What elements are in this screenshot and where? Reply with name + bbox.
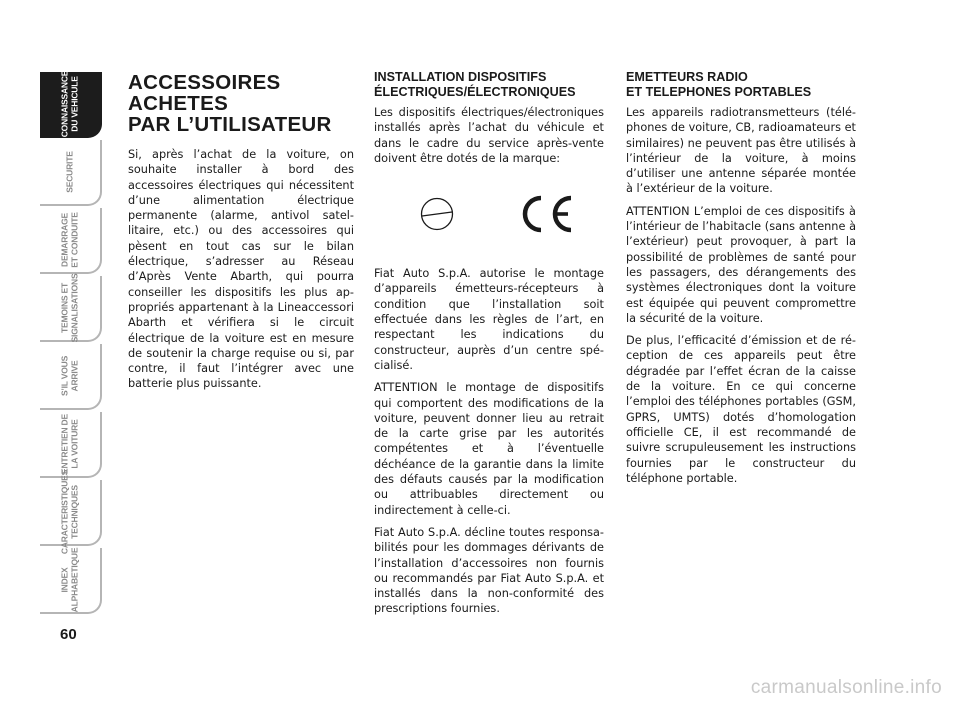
tab-index-alphabetique[interactable] (40, 548, 102, 614)
tab-caracteristiques-techniques[interactable] (40, 469, 102, 555)
paragraph: De plus, l’efficacité d’émission et de réception de ces appareils peut être dégradée par l’effet écran de la caisse de la voiture. En ce qui concerne l’emploi des téléphones portables (GSM, GPRS, UMTS) dotés d’homologation officielle CE, il est recommandé de suivre scrupuleusement les instructions fournies par le constructeur du téléphone portable. (626, 334, 856, 485)
section-title-installation (374, 70, 604, 99)
conformity-marks-svg (374, 174, 604, 252)
paragraph: Les appareils radiotransmetteurs (téléphones de voiture, CB, radioamateurs et similaires) ne peuvent pas être utilisés à l’intérieur de la voiture, à moins d’utiliser une antenne séparée montée à l’extérieur de la voiture. (626, 106, 856, 196)
title-line: INSTALLATION DISPOSITIFS (374, 70, 547, 84)
watermark: carmanualsonline.info (750, 677, 942, 698)
column-installation (374, 70, 604, 624)
paragraph: Si, après l’achat de la voiture, on souhaite installer à bord des accessoires électriques qui nécessitent d’une alimentation électrique permanente (alarme, antivol satellitaire, etc.) ou des accessoires qui pèsent en tout cas sur le bilan électrique, s’adresser au Réseau d’Après Vente Abarth, qui pourra conseiller les dispositifs les plus appropriés appartenant à la Lineaccessori Abarth et vérifiera si le circuit électrique de la voiture est en mesure de soutenir la charge requise ou si, par contre, il faut l’intégrer avec une batterie plus puissante. (128, 148, 354, 391)
paragraph: Fiat Auto S.p.A. autorise le montage d’appareils émetteurs-récepteurs à condition que l’installation soit effectuée dans les règles de l’art, en respectant les indications du constructeur, auprès d’un centre spécialisé. (374, 267, 604, 372)
tab-label: S’IL VOUS ARRIVE (59, 355, 79, 397)
tab-connaissance-du-vehicule[interactable] (40, 72, 102, 138)
e-mark-icon (422, 199, 453, 230)
tab-sil-vous-arrive[interactable] (40, 344, 102, 410)
title-line: ÉLECTRIQUES/ÉLECTRONIQUES (374, 84, 576, 99)
tab-temoins-et-signalisations[interactable] (40, 273, 102, 343)
tab-label: SECURITE (64, 151, 75, 193)
section-title-accessoires (128, 72, 354, 135)
paragraph: ATTENTION le montage de dispositifs qui comportent des modifications de la voiture, peuvent donner lieu au retrait de la carte grise par les autorités compétentes et à l’éventuelle déchéance de la garantie dans la limite des défauts causés par la modification ou attribuables directement ou indirectement à celle-ci. (374, 381, 604, 517)
title-line: ACCESSOIRES ACHETES (128, 71, 281, 115)
title-line: PAR L’UTILISATEUR (128, 113, 332, 136)
tab-entretien-de-la-voiture[interactable] (40, 412, 102, 478)
certification-marks (374, 174, 604, 252)
column-accessories (128, 70, 354, 399)
column-emetteurs (626, 70, 856, 493)
tab-label: CARACTERISTIQUES TECHNIQUES (59, 469, 79, 555)
title-line: ET TELEPHONES PORTABLES (626, 84, 812, 99)
paragraph: Les dispositifs électriques/électroniques installés après l’achat du véhicule et dans le cadre du service après-vente doivent être dotés de la marque: (374, 106, 604, 165)
tab-label: TEMOINS ET SIGNALISATIONS (59, 273, 79, 343)
ce-mark-icon (525, 198, 571, 230)
title-line: EMETTEURS RADIO (626, 70, 748, 84)
tab-label: DEMARRAGE ET CONDUITE (59, 212, 79, 268)
page-number: 60 (60, 626, 77, 643)
paragraph: Fiat Auto S.p.A. décline toutes responsabilités pour les dommages dérivants de l’installation d’accessoires non fournis ou recommandés par Fiat Auto S.p.A. et installés dans la non-conformité des prescriptions fournies. (374, 525, 604, 616)
tab-label: ENTRETIEN DE LA VOITURE (59, 414, 79, 474)
tab-label: INDEX ALPHABETIQUE (59, 547, 79, 613)
tab-demarrage-et-conduite[interactable] (40, 208, 102, 274)
tab-securite[interactable] (40, 140, 102, 206)
tab-label: CONNAISSANCE DU VEHICULE (59, 70, 79, 138)
paragraph: ATTENTION L’emploi de ces dispositifs à l’intérieur de l’habitacle (sans antenne à l’extérieur) peut provoquer, à part la possibilité de problèmes de santé pour les passagers, des dérangements des systèmes électroniques dont la voiture est équipée qui peuvent compromettre la sécurité de la voiture. (626, 204, 856, 325)
section-title-emetteurs (626, 70, 856, 99)
